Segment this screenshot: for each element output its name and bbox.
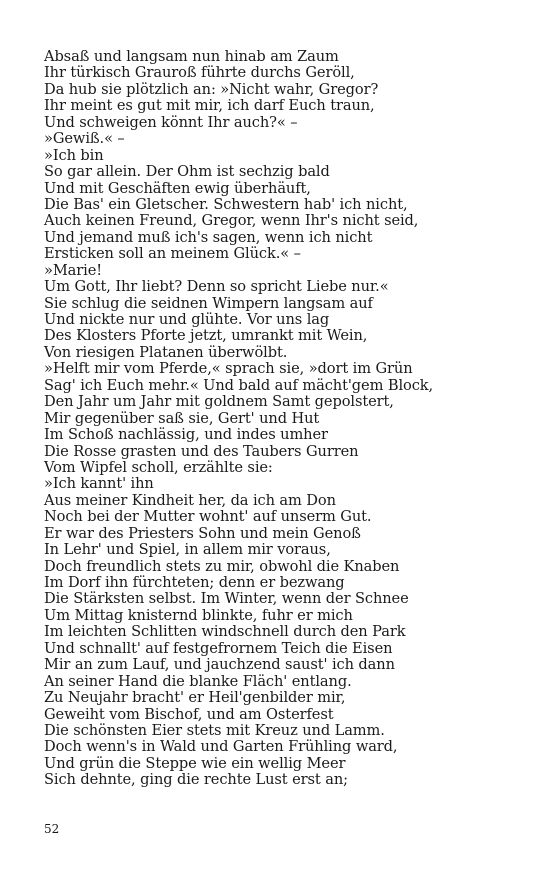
poem-line: »Ich bin	[44, 146, 104, 164]
poem-line: Geweiht vom Bischof, und am Osterfest	[44, 705, 334, 723]
poem-line: Sag' ich Euch mehr.« Und bald auf mächt'gem Block,	[44, 376, 434, 394]
poem-line: In Lehr' und Spiel, in allem mir voraus,	[44, 541, 331, 559]
poem-line: Die schönsten Eier stets mit Kreuz und Lamm.	[44, 721, 385, 739]
poem-line: Und jemand muß ich's sagen, wenn ich nicht	[44, 228, 373, 246]
poem-line: Ihr meint es gut mit mir, ich darf Euch traun,	[44, 97, 375, 115]
poem-line: Absaß und langsam nun hinab am Zaum	[44, 48, 339, 65]
page-number: 52	[44, 822, 60, 836]
poem-line: Sich dehnte, ging die rechte Lust erst an;	[44, 771, 348, 789]
poem-line: Doch freundlich stets zu mir, obwohl die Knaben	[44, 557, 400, 575]
poem-line: An seiner Hand die blanke Fläch' entlang.	[44, 672, 352, 690]
poem-line: Um Mittag knisternd blinkte, fuhr er mich	[44, 606, 353, 624]
poem-line: Von riesigen Platanen überwölbt.	[44, 343, 288, 361]
poem-line: »Gewiß.« –	[44, 130, 125, 148]
poem-line: Er war des Priesters Sohn und mein Genoß	[44, 524, 361, 542]
poem-line: »Ich kannt' ihn	[44, 475, 154, 493]
poem-line: Des Klosters Pforte jetzt, umrankt mit Wein,	[44, 327, 368, 345]
poem-line: »Marie!	[44, 261, 103, 279]
poem-line: Und schnallt' auf festgefrornem Teich die Eisen	[44, 639, 393, 657]
poem-line: Und mit Geschäften ewig überhäuft,	[44, 179, 311, 197]
poem-line: Die Bas' ein Gletscher. Schwestern hab' ich nicht,	[44, 195, 408, 213]
poem-line: Sie schlug die seidnen Wimpern langsam auf	[44, 294, 373, 312]
poem-line: Mir an zum Lauf, und jauchzend saust' ich dann	[44, 656, 395, 674]
poem-line: Den Jahr um Jahr mit goldnem Samt gepolstert,	[44, 393, 394, 411]
poem-line: Vom Wipfel scholl, erzählte sie:	[44, 458, 273, 476]
poem-line: Im Dorf ihn fürchteten; denn er bezwang	[44, 574, 345, 591]
poem-line: Doch wenn's in Wald und Garten Frühling ward,	[44, 738, 398, 756]
poem-line: Zu Neujahr bracht' er Heil'genbilder mir,	[44, 689, 346, 707]
poem-line: Da hub sie plötzlich an: »Nicht wahr, Gregor?	[44, 80, 379, 98]
poem-line: Und grün die Steppe wie ein wellig Meer	[44, 754, 346, 772]
poem-line: Ihr türkisch Grauroß führte durchs Geröll,	[44, 64, 355, 82]
poem-line: So gar allein. Der Ohm ist sechzig bald	[44, 163, 330, 181]
poem-line: Und nickte nur und glühte. Vor uns lag	[44, 311, 330, 328]
poem-text	[44, 49, 544, 789]
poem-line: Die Stärksten selbst. Im Winter, wenn der Schnee	[44, 590, 409, 608]
poem-line: Ersticken soll an meinem Glück.« –	[44, 245, 301, 263]
poem-line: Im Schoß nachlässig, und indes umher	[44, 426, 328, 444]
poem-line: Und schweigen könnt Ihr auch?« –	[44, 113, 298, 131]
poem-line: »Helft mir vom Pferde,« sprach sie, »dort im Grün	[44, 360, 413, 378]
poem-line: Aus meiner Kindheit her, da ich am Don	[44, 491, 336, 509]
poem-line: Mir gegenüber saß sie, Gert' und Hut	[44, 409, 320, 427]
poem-line: Im leichten Schlitten windschnell durch den Park	[44, 623, 406, 641]
poem-line: Um Gott, Ihr liebt? Denn so spricht Liebe nur.«	[44, 278, 389, 296]
poem-line: Noch bei der Mutter wohnt' auf unserm Gut.	[44, 508, 372, 526]
poem-line: Auch keinen Freund, Gregor, wenn Ihr's nicht seid,	[44, 212, 419, 230]
poem-line: Die Rosse grasten und des Taubers Gurren	[44, 442, 359, 460]
